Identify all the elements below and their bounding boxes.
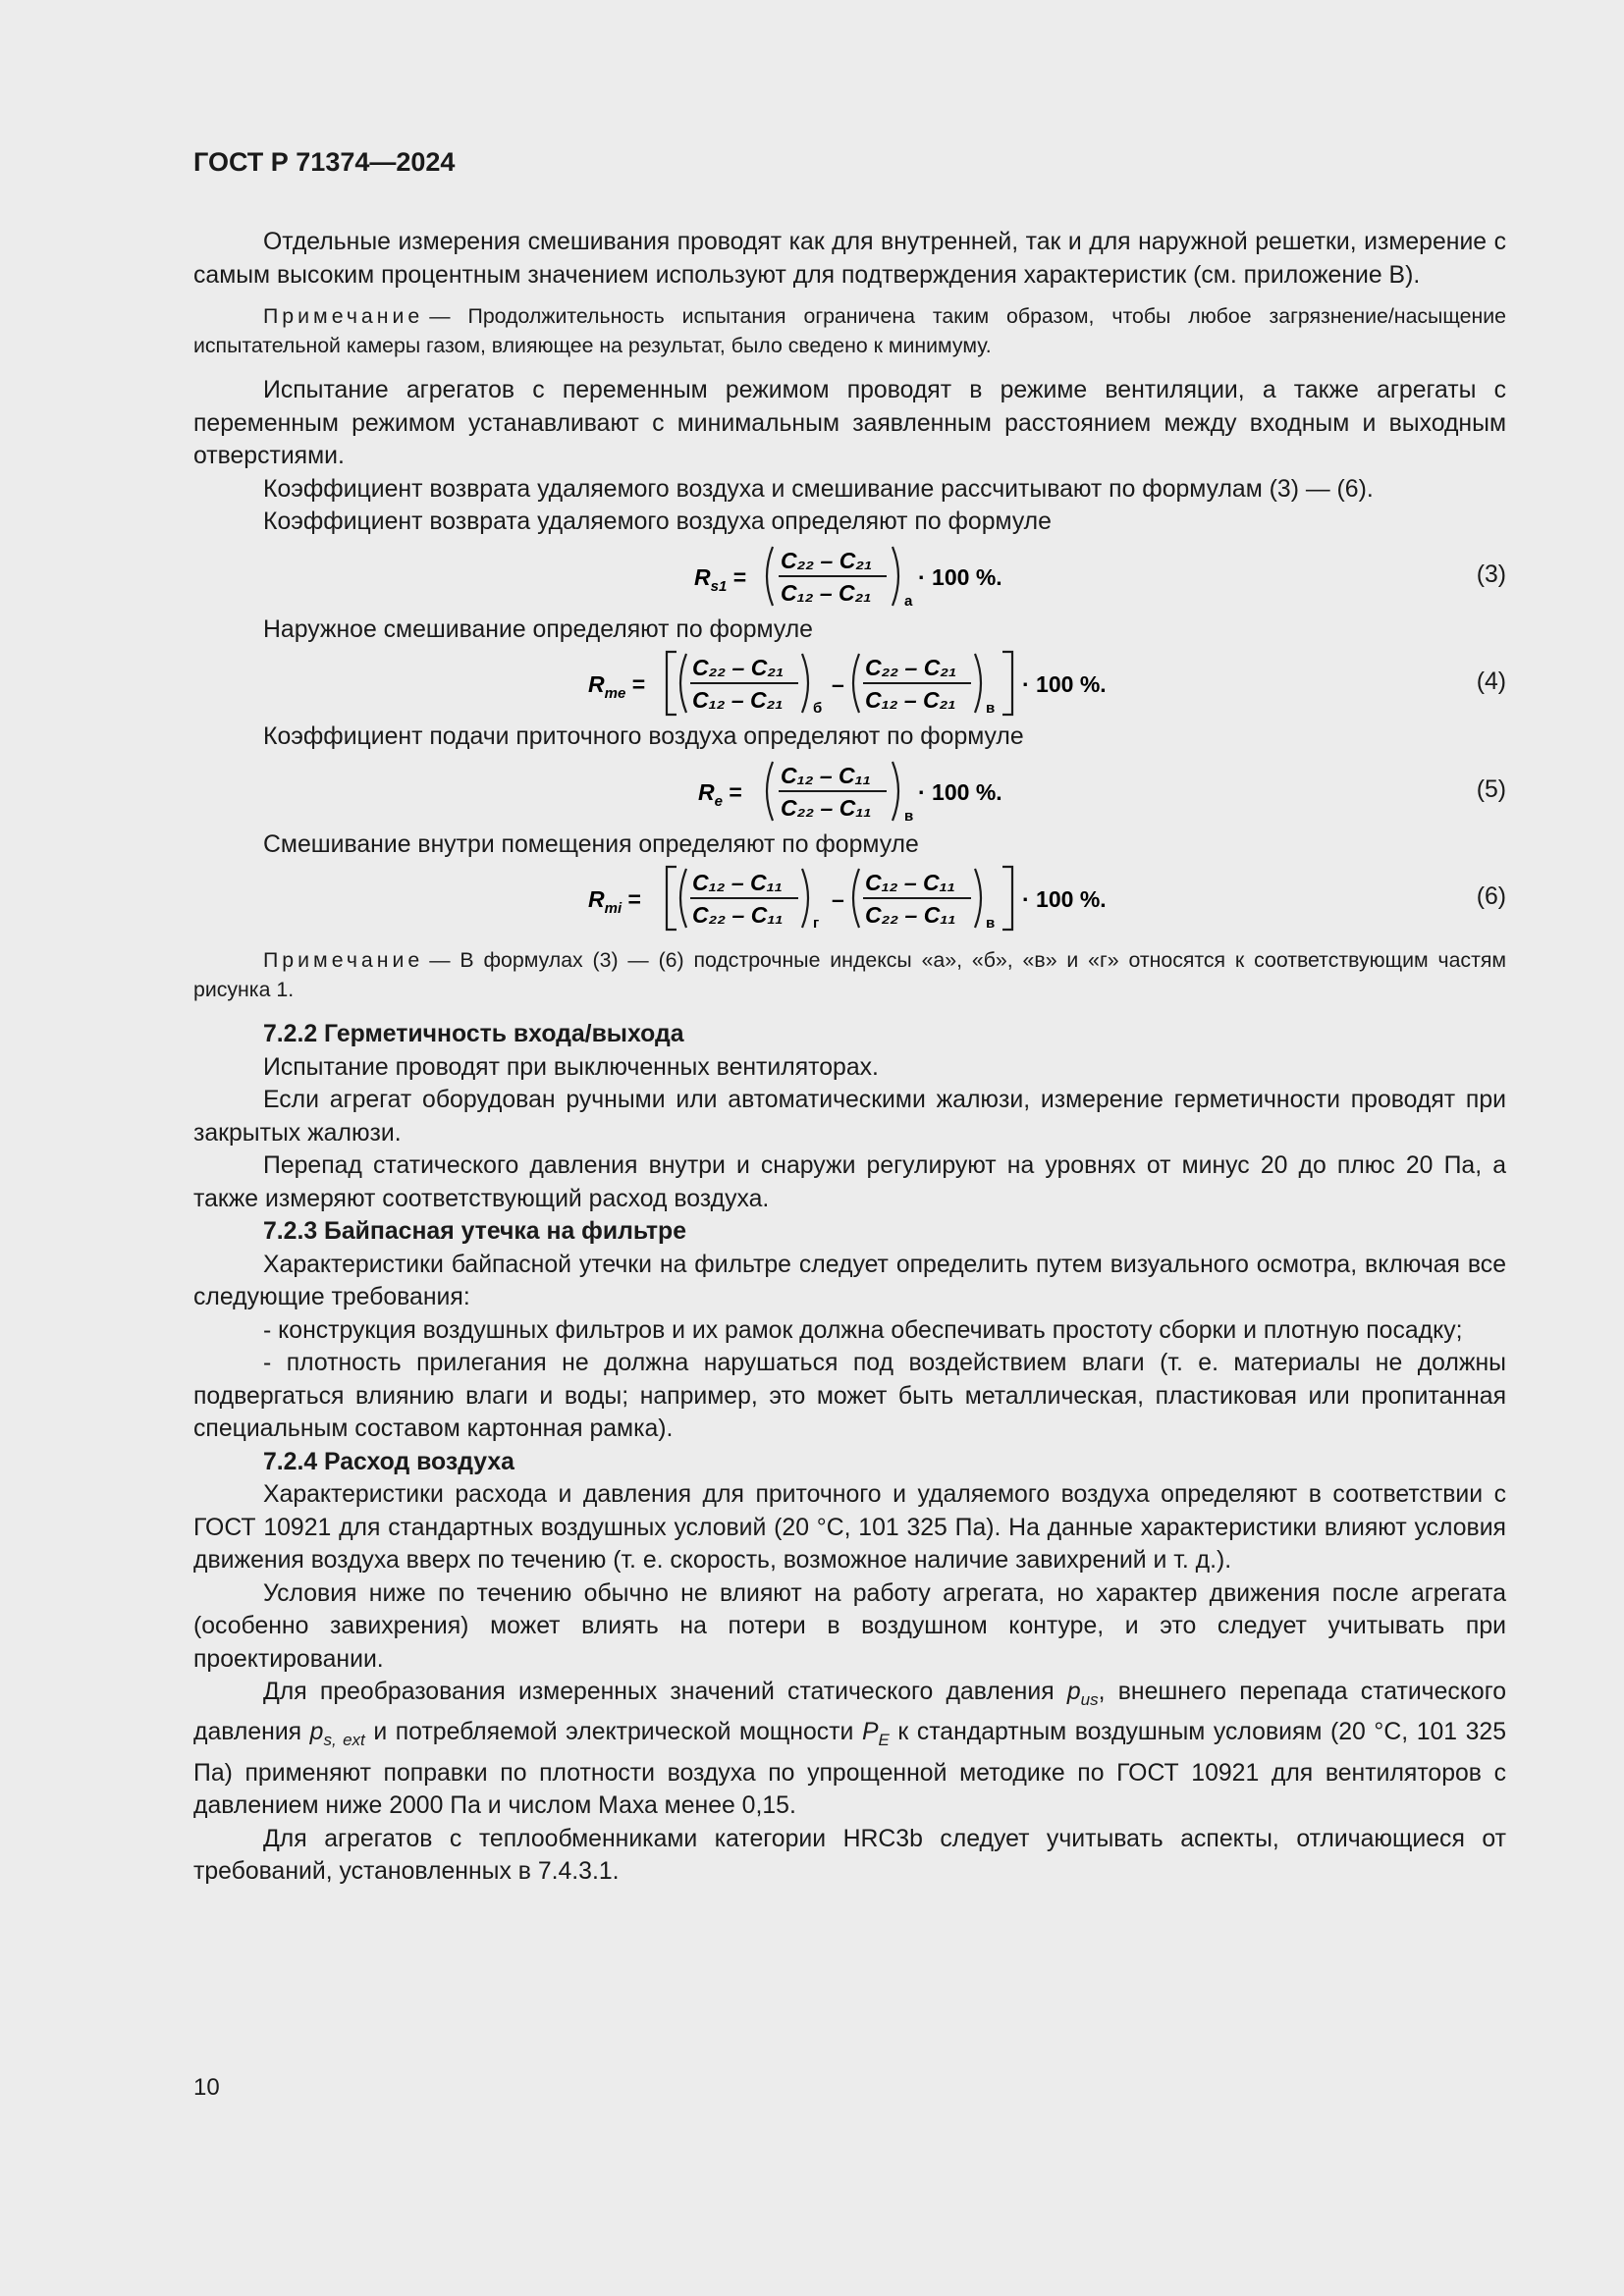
formula-index: в: [986, 915, 996, 932]
paragraph: Испытание проводят при выключенных вентиляторах.: [263, 1053, 879, 1081]
formula-number: (4): [1476, 668, 1506, 695]
formula-numerator: C₂₂ – C₂₁: [692, 655, 785, 680]
text-span: , внешнего перепада статического давления: [193, 1679, 1506, 1746]
formula-denominator: C₂₂ – C₁₁: [781, 794, 872, 821]
paragraph: Условия ниже по течению обычно не влияют на работу агрегата, но характер движения после агрегата (особенно завихрения) может влиять на потери в воздушном контуре, и это следует учитывать при проектировании.: [193, 1579, 1506, 1673]
document-header: ГОСТ Р 71374—2024: [193, 147, 456, 177]
formula-4: [193, 646, 1506, 721]
variable: p: [1066, 1679, 1081, 1705]
formula-4-expression: [588, 646, 1138, 721]
formula-index: в: [986, 700, 996, 717]
formula-6-expression: [588, 861, 1138, 935]
formula-lhs-sub: s1: [710, 577, 728, 595]
paragraph: Коэффициент возврата удаляемого воздуха и смешивание рассчитывают по формулам (3) — (6).: [263, 475, 1374, 503]
formula-index: в: [904, 807, 914, 825]
list-item: - плотность прилегания не должна нарушаться под воздействием влаги (т. е. материалы не должны подвергаться влиянию влаги и воды; например, это может быть металлическая, пластиковая или пропитанная специальным составом картонная рамка).: [193, 1350, 1506, 1442]
formula-tail: · 100 %.: [1022, 671, 1107, 697]
page-number: 10: [193, 2074, 220, 2101]
note: [193, 301, 1506, 360]
list-item: - конструкция воздушных фильтров и их рамок должна обеспечивать простоту сборки и плотную посадку;: [263, 1316, 1463, 1344]
paragraph: Если агрегат оборудован ручными или автоматическими жалюзи, измерение герметичности проводят при закрытых жалюзи.: [193, 1087, 1506, 1147]
formula-index: г: [813, 915, 820, 932]
formula-numerator: C₁₂ – C₁₁: [781, 762, 871, 788]
formula-tail: · 100 %.: [1022, 886, 1107, 912]
formula-denominator: C₂₂ – C₁₁: [692, 902, 784, 928]
formula-3-expression: [694, 539, 1008, 614]
formula-lhs: R: [698, 778, 715, 805]
formula-numerator: C₁₂ – C₁₁: [865, 870, 955, 895]
formula-lhs-sub: e: [714, 792, 723, 810]
formula-minus: –: [832, 671, 844, 697]
paragraph: Отдельные измерения смешивания проводят как для внутренней, так и для наружной решетки, измерение с самым высоким процентным значением используют для подтверждения характеристик (см. приложение В).: [193, 229, 1506, 289]
text-span: и потребляемой электрической мощности: [364, 1719, 862, 1746]
formula-number: (6): [1476, 883, 1506, 910]
svg-text:Rs1 =: $R_{s1}$ =: [694, 563, 747, 595]
variable: p: [309, 1719, 324, 1746]
variable-sub: E: [878, 1731, 890, 1750]
svg-text:Rmi =: $R_{mi}$ =: [588, 886, 641, 917]
formula-denominator: C₁₂ – C₂₁: [865, 687, 956, 713]
formula-lhs-sub: mi: [604, 900, 623, 917]
formula-numerator: C₁₂ – C₁₁: [692, 870, 783, 895]
formula-lhs: R: [588, 886, 605, 912]
formula-6: [193, 861, 1506, 935]
formula-tail: · 100 %.: [918, 778, 1002, 805]
paragraph: Испытание агрегатов с переменным режимом проводят в режиме вентиляции, а также агрегаты с переменным режимом устанавливают с минимальным заявленным расстоянием между входным и выходным отверстиями.: [193, 377, 1506, 469]
formula-number: (3): [1476, 561, 1506, 588]
formula-denominator: C₁₂ – C₂₁: [692, 687, 784, 713]
formula-lhs: R: [694, 563, 711, 590]
formula-lhs-sub: me: [604, 685, 626, 702]
variable-sub: s, ext: [323, 1731, 365, 1750]
text-span: Для преобразования измеренных значений статического давления: [263, 1679, 1067, 1705]
paragraph: Для агрегатов с теплообменниками категории HRC3b следует учитывать аспекты, отличающиеся от требований, установленных в 7.4.3.1.: [193, 1825, 1506, 1886]
note: [193, 945, 1506, 1004]
formula-denominator: C₁₂ – C₂₁: [781, 579, 872, 606]
formula-tail: · 100 %.: [918, 563, 1002, 590]
svg-text:Re =: $R_e$ =: [698, 778, 742, 810]
formula-index: а: [904, 592, 913, 610]
section-heading: 7.2.4 Расход воздуха: [263, 1448, 514, 1475]
paragraph: Характеристики байпасной утечки на фильтре следует определить путем визуального осмотра, включая все следующие требования:: [193, 1251, 1506, 1310]
paragraph: Характеристики расхода и давления для приточного и удаляемого воздуха определяют в соответствии с ГОСТ 10921 для стандартных воздушных условий (20 °С, 101 325 Па). На данные характеристики влияют условия движения воздуха вверх по течению (т. е. скорость, возможное наличие завихрений и т. д.).: [193, 1481, 1506, 1574]
variable: P: [861, 1719, 879, 1746]
paragraph: Перепад статического давления внутри и снаружи регулируют на уровнях от минус 20 до плюс 20 Па, а также измеряют соответствующий расход воздуха.: [193, 1152, 1506, 1212]
note-text: — В формулах (3) — (6) подстрочные индексы «а», «б», «в» и «г» относятся к соответствующим частям рисунка 1.: [193, 948, 1506, 1001]
formula-minus: –: [832, 886, 844, 912]
formula-5: [193, 754, 1506, 828]
note-label: Примечание: [263, 948, 424, 972]
svg-text:Rme =: $R_{me}$ =: [588, 671, 646, 702]
formula-3: [193, 539, 1506, 614]
formula-number: (5): [1476, 775, 1506, 803]
paragraph: [193, 1676, 1506, 1823]
formula-numerator: C₂₂ – C₂₁: [865, 655, 957, 680]
document-body: [193, 226, 1506, 1889]
note-text: — Продолжительность испытания ограничена таким образом, чтобы любое загрязнение/насыщение испытательной камеры газом, влияющее на результат, было сведено к минимуму.: [193, 304, 1506, 357]
variable-sub: us: [1080, 1689, 1099, 1709]
paragraph: Коэффициент возврата удаляемого воздуха определяют по формуле: [263, 508, 1052, 535]
note-label: Примечание: [263, 304, 424, 328]
formula-denominator: C₂₂ – C₁₁: [865, 902, 956, 928]
paragraph: Наружное смешивание определяют по формуле: [263, 615, 813, 643]
section-heading: 7.2.3 Байпасная утечка на фильтре: [263, 1218, 686, 1245]
section-heading: 7.2.2 Герметичность входа/выхода: [263, 1021, 684, 1047]
paragraph: Смешивание внутри помещения определяют по формуле: [263, 830, 919, 858]
text-span: к стандартным воздушным условиям (20 °С, 101 325 Па) применяют поправки по плотности воздуха по упрощенной методике по ГОСТ 10921 для вентиляторов с давлением ниже 2000 Па и числом Маха менее 0,15.: [193, 1719, 1506, 1820]
formula-index: б: [813, 700, 823, 717]
formula-5-expression: [698, 754, 1012, 828]
formula-numerator: C₂₂ – C₂₁: [781, 547, 873, 573]
formula-lhs: R: [588, 671, 605, 697]
paragraph: Коэффициент подачи приточного воздуха определяют по формуле: [263, 723, 1024, 750]
